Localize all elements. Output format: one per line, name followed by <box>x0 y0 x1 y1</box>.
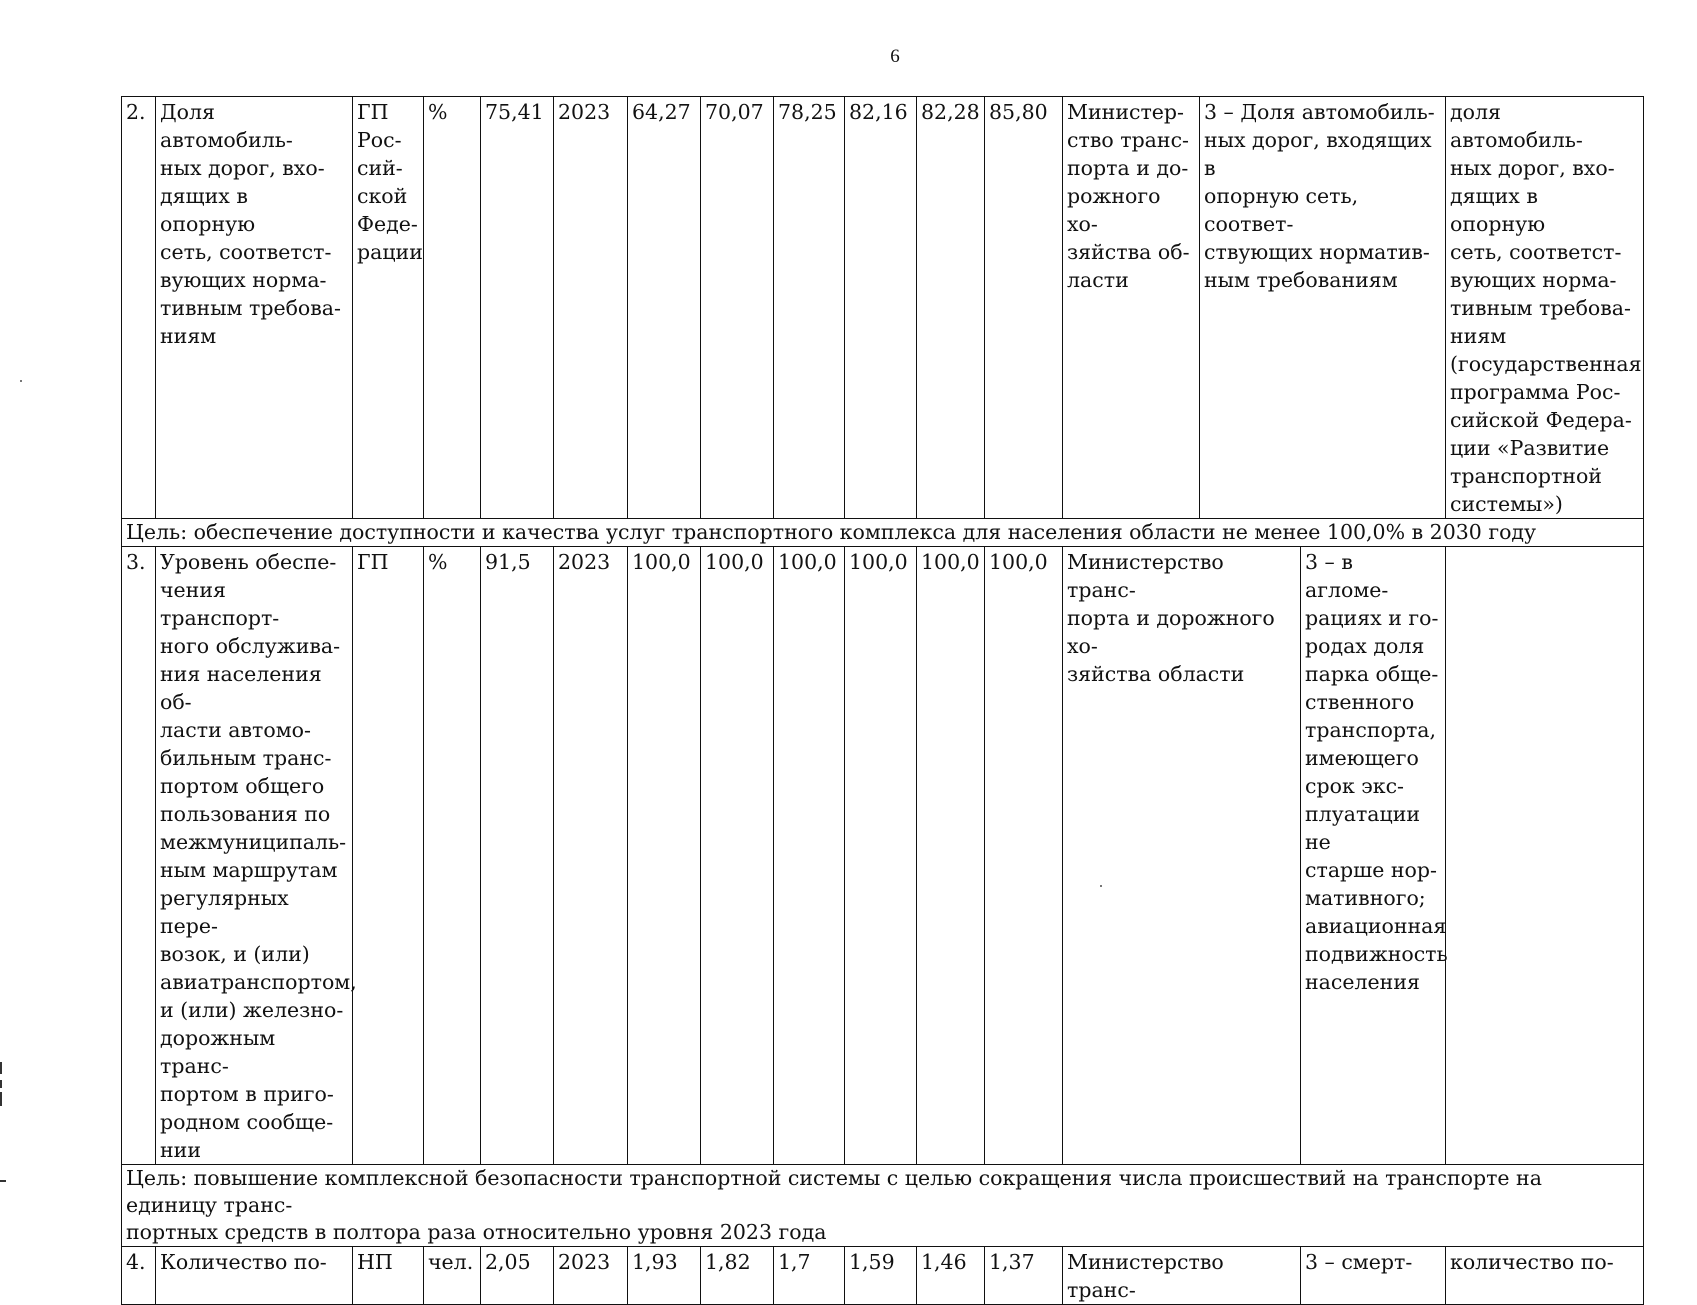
value-year-5: 1,46 <box>917 1247 985 1305</box>
national-goal-link: 3 – в агломе- рациях и го- родах доля парка обще- ственного транспорта, имеющего срок экс- плуатации не старше нор- мативного; авиационная подвижность населения <box>1301 547 1446 1165</box>
value-year-1: 100,0 <box>628 547 701 1165</box>
indicator-level: НП <box>353 1247 424 1305</box>
scan-dot <box>20 380 22 382</box>
table-row <box>122 547 1644 1165</box>
base-value: 75,41 <box>481 97 554 519</box>
base-year: 2023 <box>554 1247 628 1305</box>
page-number: 6 <box>890 46 900 67</box>
value-year-1: 64,27 <box>628 97 701 519</box>
value-year-4: 1,59 <box>845 1247 917 1305</box>
unit: чел. <box>424 1247 481 1305</box>
table-row <box>122 1247 1644 1305</box>
value-year-4: 100,0 <box>845 547 917 1165</box>
gp-rf-link: доля автомобиль- ных дорог, вхо- дящих в опорную сеть, соответст- вующих норма- тивным требова- ниям (государственная программа Рос- сийской Федера- ции «Развитие транспортной системы») <box>1446 97 1644 519</box>
base-value: 2,05 <box>481 1247 554 1305</box>
value-year-2: 70,07 <box>701 97 774 519</box>
base-year: 2023 <box>554 97 628 519</box>
unit: % <box>424 547 481 1165</box>
row-number: 4. <box>122 1247 156 1305</box>
base-year: 2023 <box>554 547 628 1165</box>
value-year-2: 100,0 <box>701 547 774 1165</box>
gp-rf-link <box>1446 547 1644 1165</box>
scan-mark <box>0 1080 2 1088</box>
national-goal-link: 3 – смерт- <box>1301 1247 1446 1305</box>
responsible: Министерство транс- <box>1063 1247 1301 1305</box>
value-year-6: 85,80 <box>985 97 1063 519</box>
value-year-3: 100,0 <box>774 547 845 1165</box>
responsible: Министерство транс- порта и дорожного хо- зяйства области <box>1063 547 1301 1165</box>
indicators-table <box>121 96 1644 1305</box>
value-year-5: 82,28 <box>917 97 985 519</box>
scan-dot <box>1100 885 1102 887</box>
indicator-name: Доля автомобиль- ных дорог, вхо- дящих в опорную сеть, соответст- вующих норма- тивным требова- ниям <box>156 97 353 519</box>
value-year-2: 1,82 <box>701 1247 774 1305</box>
base-value: 91,5 <box>481 547 554 1165</box>
value-year-4: 82,16 <box>845 97 917 519</box>
row-number: 3. <box>122 547 156 1165</box>
row-number: 2. <box>122 97 156 519</box>
scan-mark <box>0 1062 2 1074</box>
goal-row <box>122 1165 1644 1247</box>
indicator-name: Количество по- <box>156 1247 353 1305</box>
value-year-6: 1,37 <box>985 1247 1063 1305</box>
responsible: Министер- ство транс- порта и до- рожного хо- зяйства об- ласти <box>1063 97 1200 519</box>
goal-text: Цель: обеспечение доступности и качества услуг транспортного комплекса для населения области не менее 100,0% в 2030 году <box>122 519 1644 547</box>
gp-rf-link: количество по- <box>1446 1247 1644 1305</box>
indicator-name: Уровень обеспе- чения транспорт- ного обслужива- ния населения об- ласти автомо- бильным транс- портом общего пользования по межмуниципаль- ным маршрутам регулярных пере- возок, и (или) авиатранспортом, и (или) железно- дорожным транс- портом в приго- родном сообще- нии <box>156 547 353 1165</box>
goal-text: Цель: повышение комплексной безопасности транспортной системы с целью сокращения числа происшествий на транспорте на единицу транс- портных средств в полтора раза относительно уровня 2023 года <box>122 1165 1644 1247</box>
indicator-level: ГП Рос- сий- ской Феде- рации <box>353 97 424 519</box>
scan-mark <box>0 1092 2 1106</box>
unit: % <box>424 97 481 519</box>
value-year-5: 100,0 <box>917 547 985 1165</box>
table-row <box>122 97 1644 519</box>
value-year-6: 100,0 <box>985 547 1063 1165</box>
value-year-1: 1,93 <box>628 1247 701 1305</box>
value-year-3: 78,25 <box>774 97 845 519</box>
value-year-3: 1,7 <box>774 1247 845 1305</box>
scan-mark <box>0 1180 6 1182</box>
indicator-level: ГП <box>353 547 424 1165</box>
national-goal-link: 3 – Доля автомобиль- ных дорог, входящих в опорную сеть, соответ- ствующих норматив- ным требованиям <box>1200 97 1446 519</box>
goal-row <box>122 519 1644 547</box>
